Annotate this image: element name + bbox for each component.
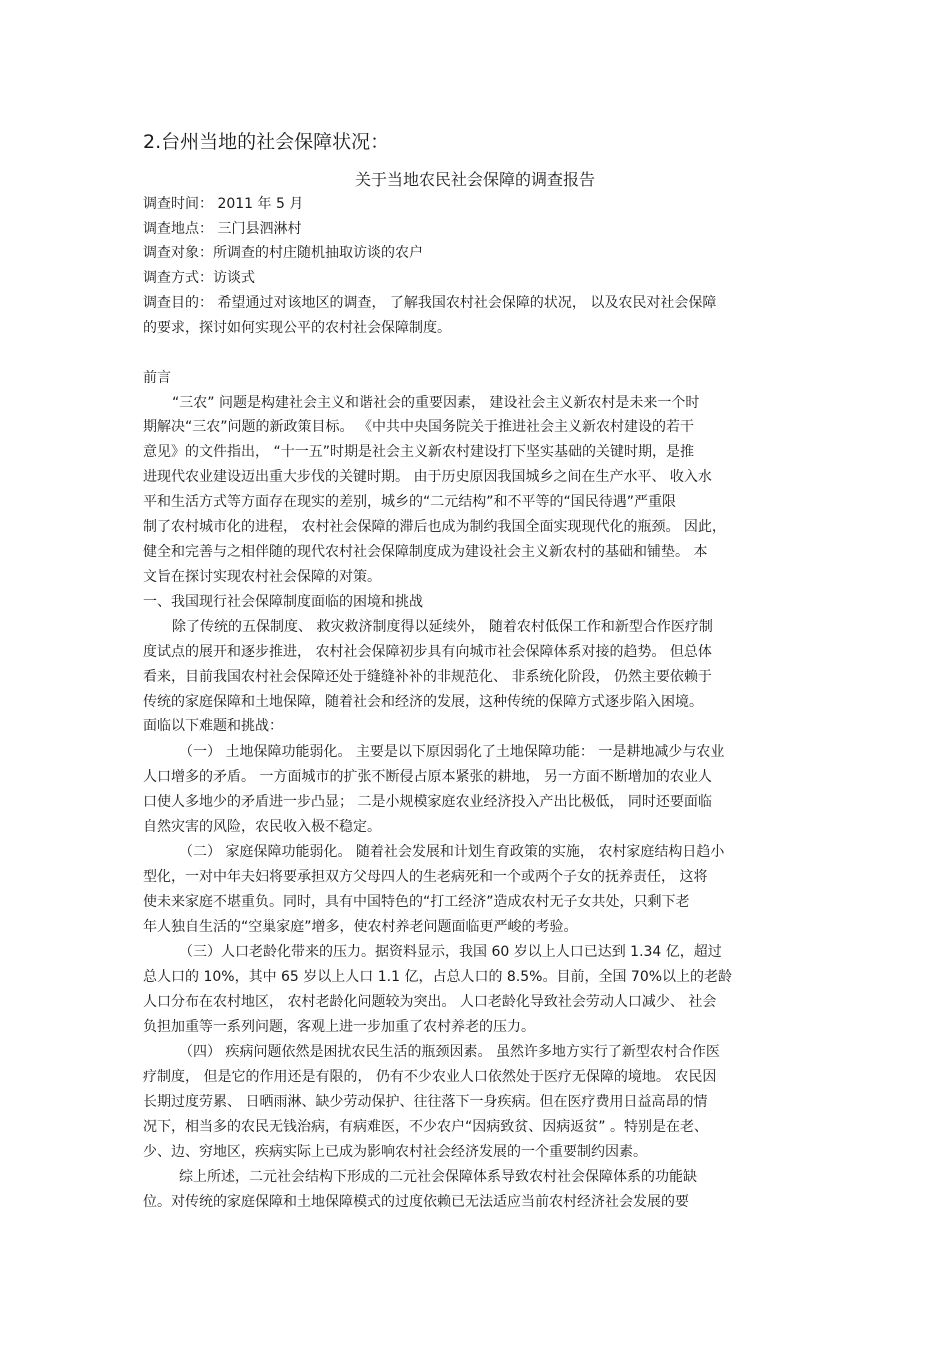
meta-method: 调查方式：访谈式 (143, 270, 255, 286)
challenge-2-line: 使未来家庭不堪重负。同时，具有中国特色的“打工经济”造成农村无子女共处，只剩下老 (143, 894, 690, 910)
paragraph-line: 除了传统的五保制度、 救灾救济制度得以延续外， 随着农村低保工作和新型合作医疗制 (172, 619, 713, 635)
section-heading: 2.台州当地的社会保障状况： (143, 131, 390, 153)
conclusion-line: 位。对传统的家庭保障和土地保障模式的过度依赖已无法适应当前农村经济社会发展的要 (143, 1194, 689, 1210)
report-title: 关于当地农民社会保障的调查报告 (354, 170, 595, 189)
preface-line: 文旨在探讨实现农村社会保障的对策。 (143, 569, 381, 585)
paragraph-line: 度试点的展开和逐步推进， 农村社会保障初步具有向城市社会保障体系对接的趋势。 但总体 (143, 644, 712, 660)
challenge-2-line: （二） 家庭保障功能弱化。 随着社会发展和计划生育政策的实施， 农村家庭结构日趋小 (179, 844, 725, 860)
preface-line: 健全和完善与之相伴随的现代农村社会保障制度成为建设社会主义新农村的基础和铺垫。 本 (143, 544, 708, 560)
challenge-4-line: （四） 疾病问题依然是困扰农民生活的瓶颈因素。 虽然许多地方实行了新型农村合作医 (179, 1044, 720, 1060)
preface-line: “三农” 问题是构建社会主义和谐社会的重要因素， 建设社会主义新农村是未来一个时 (172, 395, 700, 411)
meta-time: 调查时间： 2011 年 5 月 (143, 196, 304, 212)
challenge-1-line: 自然灾害的风险，农民收入极不稳定。 (143, 819, 381, 835)
preface-line: 制了农村城市化的进程， 农村社会保障的滞后也成为制约我国全面实现现代化的瓶颈。 因此， (143, 519, 726, 535)
challenge-1-line: 人口增多的矛盾。 一方面城市的扩张不断侵占原本紧张的耕地， 另一方面不断增加的农业人 (143, 769, 712, 785)
challenge-4-line: 少、边、穷地区，疾病实际上已成为影响农村社会经济发展的一个重要制约因素。 (143, 1144, 647, 1160)
challenge-3-line: 人口分布在农村地区， 农村老龄化问题较为突出。 人口老龄化导致社会劳动人口减少、 社会 (143, 994, 717, 1010)
challenge-1-line: 口使人多地少的矛盾进一步凸显； 二是小规模家庭农业经济投入产出比极低， 同时还要面临 (143, 794, 712, 810)
conclusion-line: 综上所述，二元社会结构下形成的二元社会保障体系导致农村社会保障体系的功能缺 (179, 1169, 697, 1185)
challenge-3-line: 总人口的 10%，其中 65 岁以上人口 1.1 亿，占总人口的 8.5%。目前，全国 70%以上的老龄 (143, 969, 733, 985)
preface-line: 意见》的文件指出， “十一五”时期是社会主义新农村建设打下坚实基础的关键时期，是推 (143, 444, 694, 460)
meta-purpose-line: 的要求，探讨如何实现公平的农村社会保障制度。 (143, 320, 451, 336)
challenge-3-line: （三）人口老龄化带来的压力。据资料显示，我国 60 岁以上人口已达到 1.34 亿，超过 (179, 944, 722, 960)
challenge-4-line: 疗制度， 但是它的作用还是有限的， 仍有不少农业人口依然处于医疗无保障的境地。 农民因 (143, 1069, 717, 1085)
challenge-1-line: （一） 土地保障功能弱化。 主要是以下原因弱化了土地保障功能： 一是耕地减少与农业 (179, 744, 725, 760)
paragraph-line: 看来，目前我国农村社会保障还处于缝缝补补的非规范化、 非系统化阶段， 仍然主要依赖于 (143, 669, 712, 685)
challenge-4-line: 长期过度劳累、 日晒雨淋、缺少劳动保护、往往落下一身疾病。但在医疗费用日益高昂的情 (143, 1094, 708, 1110)
meta-place: 调查地点： 三门县泗淋村 (143, 221, 302, 237)
meta-purpose-line: 调查目的： 希望通过对该地区的调查， 了解我国农村社会保障的状况， 以及农民对社会保障 (143, 295, 717, 311)
paragraph-line: 传统的家庭保障和土地保障，随着社会和经济的发展，这种传统的保障方式逐步陷入困境。 (143, 694, 703, 710)
challenge-4-line: 况下，相当多的农民无钱治病，有病难医，不少农户“因病致贫、因病返贫” 。特别是在老、 (143, 1119, 708, 1135)
paragraph-line: 面临以下难题和挑战： (143, 718, 283, 734)
meta-object: 调查对象：所调查的村庄随机抽取访谈的农户 (143, 245, 423, 261)
preface-label: 前言 (143, 370, 171, 386)
challenge-2-line: 型化，一对中年夫妇将要承担双方父母四人的生老病死和一个或两个子女的抚养责任， 这将 (143, 869, 708, 885)
challenge-2-line: 年人独自生活的“空巢家庭”增多，使农村养老问题面临更严峻的考验。 (143, 919, 578, 935)
section-1-title: 一、我国现行社会保障制度面临的困境和挑战 (143, 594, 423, 610)
preface-line: 平和生活方式等方面存在现实的差别，城乡的“二元结构”和不平等的“国民待遇”严重限 (143, 494, 677, 510)
challenge-3-line: 负担加重等一系列问题，客观上进一步加重了农村养老的压力。 (143, 1019, 535, 1035)
preface-line: 期解决“三农”问题的新政策目标。 《中共中央国务院关于推进社会主义新农村建设的若干 (143, 419, 694, 435)
preface-line: 进现代农业建设迈出重大步伐的关键时期。 由于历史原因我国城乡之间在生产水平、 收入水 (143, 469, 712, 485)
